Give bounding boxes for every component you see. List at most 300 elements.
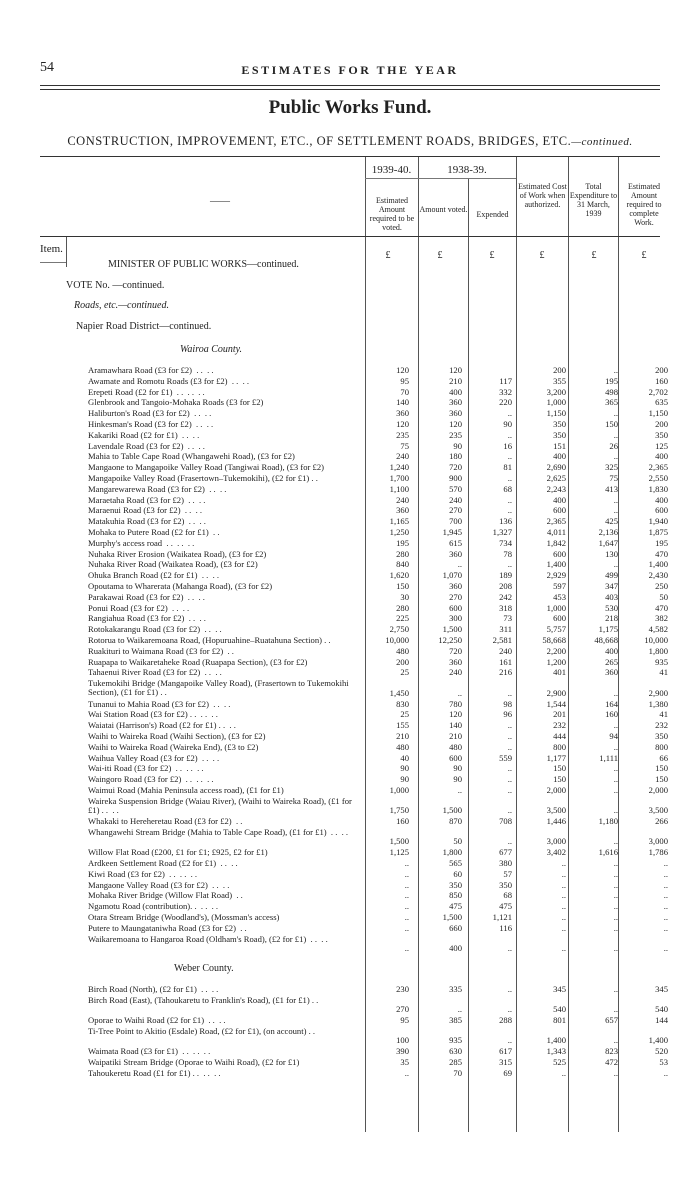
row-value-col-5: 2,136 xyxy=(598,527,618,537)
row-value-col-2: 300 xyxy=(449,613,462,624)
row-value-col-5: .. xyxy=(613,763,618,774)
row-value-col-5: .. xyxy=(613,505,618,516)
row-value-col-3: 81 xyxy=(503,462,512,473)
row-value-col-2: 570 xyxy=(449,483,462,494)
row-value-col-2: 720 xyxy=(449,645,462,656)
row-value-col-5: 823 xyxy=(605,1046,618,1056)
row-value-col-2: .. xyxy=(457,559,462,570)
row-value-col-1: 390 xyxy=(396,1046,409,1056)
row-value-col-4: 2,625 xyxy=(546,473,566,483)
row-value-col-6: .. xyxy=(663,922,668,933)
row-value-col-2: 400 xyxy=(449,943,462,953)
row-description: Tahoukeretu Road (£1 for £1) . . . . . . xyxy=(88,1067,221,1078)
row-value-col-1: 360 xyxy=(396,505,409,516)
row-value-col-3: 708 xyxy=(499,816,512,826)
row-value-col-6: 1,875 xyxy=(648,527,668,537)
row-value-col-4: 2,690 xyxy=(546,462,566,473)
desc-dash: —— xyxy=(210,196,230,207)
row-value-col-4: 540 xyxy=(553,1004,566,1015)
row-value-col-1: 30 xyxy=(400,591,409,602)
row-value-col-4: .. xyxy=(561,901,566,912)
row-value-col-4: 2,365 xyxy=(546,516,566,527)
row-value-col-6: 935 xyxy=(655,656,668,667)
row-value-col-6: .. xyxy=(663,868,668,879)
row-value-col-5: .. xyxy=(613,805,618,816)
row-value-col-4: 600 xyxy=(553,613,566,624)
row-description: Ponui Road (£3 for £2) . . . . xyxy=(88,602,190,613)
row-value-col-5: .. xyxy=(613,857,618,868)
row-value-col-3: .. xyxy=(507,1004,512,1015)
row-value-col-3: 220 xyxy=(499,397,512,408)
row-value-col-2: 360 xyxy=(449,656,462,667)
row-value-col-3: 208 xyxy=(499,581,512,591)
row-value-col-1: 70 xyxy=(400,386,409,397)
row-value-col-6: 2,430 xyxy=(648,570,668,581)
row-value-col-2: 120 xyxy=(449,709,462,720)
row-value-col-1: 195 xyxy=(396,537,409,548)
row-description: Tunanui to Mahia Road (£3 for £2) . . . . xyxy=(88,698,231,709)
row-value-col-5: 325 xyxy=(605,462,618,473)
row-description: Waiatai (Harrison's) Road (£2 for £1) . . . . xyxy=(88,720,236,731)
row-value-col-3: .. xyxy=(507,741,512,752)
row-value-col-2: 90 xyxy=(453,763,462,774)
row-value-col-2: 780 xyxy=(449,698,462,709)
row-value-col-6: 3,500 xyxy=(648,805,668,816)
row-description: Parakawai Road (£3 for £2) . . . . xyxy=(88,591,205,602)
row-value-col-5: .. xyxy=(613,429,618,440)
row-value-col-6: 232 xyxy=(655,720,668,731)
row-value-col-4: 600 xyxy=(553,548,566,559)
row-value-col-2: 140 xyxy=(449,720,462,731)
row-value-col-6: 350 xyxy=(655,429,668,440)
row-value-col-1: 1,000 xyxy=(389,784,409,795)
row-value-col-2: 50 xyxy=(453,836,462,847)
row-description: Maraetaha Road (£3 for £2) . . . . xyxy=(88,494,206,505)
running-head: ESTIMATES FOR THE YEAR xyxy=(241,63,459,77)
row-value-col-2: .. xyxy=(457,784,462,795)
row-description: Waikaremoana to Hangaroa Road (Oldham's Road), (£2 for £1) . . . . xyxy=(88,933,328,944)
row-value-col-6: 470 xyxy=(655,602,668,613)
row-value-col-2: 240 xyxy=(449,494,462,505)
row-value-col-5: .. xyxy=(613,1004,618,1015)
row-value-col-5: 160 xyxy=(605,709,618,720)
row-value-col-3: .. xyxy=(507,774,512,785)
row-value-col-2: 60 xyxy=(453,868,462,879)
row-value-col-6: .. xyxy=(663,901,668,912)
row-description: Kakariki Road (£2 for £1) . . . . xyxy=(88,429,200,440)
item-rule xyxy=(40,262,66,263)
row-value-col-4: 525 xyxy=(553,1056,566,1067)
row-description: Mohaka to Putere Road (£2 for £1) . . xyxy=(88,527,220,537)
row-description: Wai Station Road (£3 for £2) . . . . . . xyxy=(88,709,218,720)
rule-header-bottom xyxy=(40,236,660,237)
rule-year xyxy=(365,178,516,179)
row-description: Opoutama to Wharerata (Mahanga Road), (£3 for £2) xyxy=(88,581,273,591)
row-value-col-2: 850 xyxy=(449,890,462,901)
row-value-col-6: 3,000 xyxy=(648,836,668,847)
row-value-col-1: 1,500 xyxy=(389,836,409,847)
row-value-col-1: 1,100 xyxy=(389,483,409,494)
row-value-col-5: 365 xyxy=(605,397,618,408)
row-value-col-5: .. xyxy=(613,741,618,752)
row-description: Ardkeen Settlement Road (£2 for £1) . . . . xyxy=(88,857,238,868)
row-value-col-5: 1,175 xyxy=(598,624,618,635)
page-number: 54 xyxy=(40,60,54,75)
row-description: Nuhaka River Erosion (Waikatea Road), (£3 for £2) xyxy=(88,548,267,559)
row-value-col-5: 403 xyxy=(605,591,618,602)
row-value-col-6: .. xyxy=(663,943,668,953)
col-line-4 xyxy=(516,157,517,1132)
row-value-col-2: 660 xyxy=(449,922,462,933)
row-value-col-6: .. xyxy=(663,1067,668,1078)
row-value-col-3: 380 xyxy=(499,857,512,868)
rule-top xyxy=(40,85,660,86)
row-description: Glenbrook and Tangoio-Mohaka Roads (£3 for £2) xyxy=(88,397,264,408)
row-value-col-6: 350 xyxy=(655,730,668,741)
row-value-col-3: 1,121 xyxy=(492,911,512,922)
row-value-col-3: 734 xyxy=(499,537,512,548)
row-value-col-2: 1,500 xyxy=(442,624,462,635)
row-value-col-5: .. xyxy=(613,451,618,462)
col-expended: Expended xyxy=(476,210,509,219)
row-description: Tukemokihi Bridge (Mangapoike Valley Road), (Frasertown to Tukemokihi Section), (£1 for £1) . . xyxy=(88,678,351,698)
row-value-col-5: .. xyxy=(613,890,618,901)
row-value-col-4: 800 xyxy=(553,741,566,752)
row-value-col-1: 95 xyxy=(400,375,409,386)
row-value-col-2: 600 xyxy=(449,752,462,763)
row-value-col-6: 1,150 xyxy=(648,408,668,419)
row-value-col-4: 2,929 xyxy=(546,570,566,581)
row-value-col-1: 150 xyxy=(396,581,409,591)
row-value-col-4: 1,150 xyxy=(546,408,566,419)
row-description: Matakuhia Road (£3 for £2) . . . . xyxy=(88,516,206,527)
heading-weber: Weber County. xyxy=(174,962,234,974)
row-value-col-3: 288 xyxy=(499,1014,512,1025)
row-value-col-6: 2,550 xyxy=(648,473,668,483)
row-description: Waihua Valley Road (£3 for £2) . . . . xyxy=(88,752,220,763)
row-value-col-3: .. xyxy=(507,505,512,516)
row-value-col-2: 1,500 xyxy=(442,911,462,922)
row-value-col-4: 400 xyxy=(553,451,566,462)
col-line-6 xyxy=(618,157,619,1132)
row-value-col-1: 230 xyxy=(396,983,409,994)
row-value-col-5: 498 xyxy=(605,386,618,397)
row-value-col-2: 350 xyxy=(449,879,462,890)
row-value-col-2: 210 xyxy=(449,730,462,741)
row-value-col-6: 520 xyxy=(655,1046,668,1056)
row-value-col-5: 1,111 xyxy=(599,752,618,763)
row-value-col-6: 1,830 xyxy=(648,483,668,494)
row-value-col-6: 150 xyxy=(655,763,668,774)
row-value-col-5: .. xyxy=(613,911,618,922)
row-value-col-5: 26 xyxy=(609,440,618,451)
col-line-5 xyxy=(568,157,569,1132)
row-value-col-1: 1,250 xyxy=(389,527,409,537)
row-value-col-5: 218 xyxy=(605,613,618,624)
row-description: Birch Road (North), (£2 for £1) . . . . xyxy=(88,983,219,994)
row-value-col-4: .. xyxy=(561,1067,566,1078)
row-description: Waihi to Waireka Road (Waireka End), (£3 to £2) xyxy=(88,741,259,752)
row-value-col-6: 382 xyxy=(655,613,668,624)
row-value-col-3: 69 xyxy=(503,1067,512,1078)
row-value-col-3: .. xyxy=(507,763,512,774)
row-value-col-6: 266 xyxy=(655,816,668,826)
row-description: Ruakituri to Waimana Road (£3 for £2) . . xyxy=(88,645,234,656)
row-value-col-5: .. xyxy=(613,774,618,785)
row-value-col-1: 210 xyxy=(396,730,409,741)
row-value-col-3: 136 xyxy=(499,516,512,527)
year-1938-39: 1938-39. xyxy=(447,164,487,176)
row-value-col-1: 160 xyxy=(396,816,409,826)
row-value-col-1: 25 xyxy=(400,667,409,678)
row-value-col-6: 2,702 xyxy=(648,386,668,397)
row-description: Haliburton's Road (£3 for £2) . . . . xyxy=(88,408,212,419)
row-value-col-4: 2,243 xyxy=(546,483,566,494)
row-value-col-3: 57 xyxy=(503,868,512,879)
row-value-col-2: 90 xyxy=(453,440,462,451)
col-estimated-cost: Estimated Cost of Work when authorized. xyxy=(518,182,567,209)
row-value-col-3: 78 xyxy=(503,548,512,559)
row-value-col-4: 1,000 xyxy=(546,397,566,408)
row-value-col-5: .. xyxy=(613,494,618,505)
row-value-col-1: 1,620 xyxy=(389,570,409,581)
row-description: Wai-iti Road (£3 for £2) . . . . . . xyxy=(88,763,204,774)
row-value-col-1: 100 xyxy=(396,1035,409,1046)
row-value-col-6: 250 xyxy=(655,581,668,591)
row-value-col-6: 345 xyxy=(655,983,668,994)
heading-wairoa: Wairoa County. xyxy=(180,344,243,355)
row-value-col-3: .. xyxy=(507,559,512,570)
row-description: Waimui Road (Mahia Peninsula access road), (£1 for £1) xyxy=(88,784,284,795)
row-value-col-5: .. xyxy=(613,836,618,847)
row-value-col-2: 270 xyxy=(449,591,462,602)
row-value-col-2: 235 xyxy=(449,429,462,440)
heading-vote: VOTE No. —continued. xyxy=(66,280,165,291)
row-value-col-5: .. xyxy=(613,901,618,912)
row-value-col-4: 150 xyxy=(553,774,566,785)
row-value-col-5: .. xyxy=(613,1067,618,1078)
row-value-col-4: 801 xyxy=(553,1014,566,1025)
row-value-col-1: 480 xyxy=(396,645,409,656)
row-value-col-2: 565 xyxy=(449,857,462,868)
row-value-col-2: 1,945 xyxy=(442,527,462,537)
row-value-col-4: .. xyxy=(561,868,566,879)
row-value-col-3: .. xyxy=(507,408,512,419)
row-value-col-3: 350 xyxy=(499,879,512,890)
row-value-col-6: 1,940 xyxy=(648,516,668,527)
row-value-col-1: 1,750 xyxy=(389,805,409,816)
row-value-col-2: 210 xyxy=(449,375,462,386)
row-value-col-3: .. xyxy=(507,1035,512,1046)
row-value-col-4: 1,400 xyxy=(546,1035,566,1046)
row-value-col-5: 360 xyxy=(605,667,618,678)
row-value-col-1: 1,240 xyxy=(389,462,409,473)
row-value-col-6: 10,000 xyxy=(644,635,668,645)
row-value-col-2: 120 xyxy=(449,365,462,375)
row-value-col-4: 345 xyxy=(553,983,566,994)
row-value-col-6: 4,582 xyxy=(648,624,668,635)
row-value-col-6: 200 xyxy=(655,365,668,375)
row-description: Willow Flat Road (£200, £1 for £1; £925, £2 for £1) xyxy=(88,847,268,858)
row-value-col-6: 1,800 xyxy=(648,645,668,656)
pound-col-4: £ xyxy=(539,250,545,261)
row-value-col-2: .. xyxy=(457,687,462,698)
row-value-col-3: .. xyxy=(507,494,512,505)
row-value-col-3: 559 xyxy=(499,752,512,763)
row-value-col-5: 130 xyxy=(605,548,618,559)
row-description: Awamate and Romotu Roads (£3 for £2) . . . . xyxy=(88,375,250,386)
row-description: Rotorua to Waikaremoana Road, (Hopuruahine–Ruatahuna Section) . . xyxy=(88,635,331,645)
row-value-col-3: 161 xyxy=(499,656,512,667)
row-description: Whakaki to Hereheretau Road (£3 for £2) . . xyxy=(88,816,243,826)
row-value-col-4: 2,900 xyxy=(546,687,566,698)
row-value-col-4: 400 xyxy=(553,494,566,505)
item-label: Item. xyxy=(40,243,63,255)
row-value-col-5: .. xyxy=(613,687,618,698)
row-value-col-4: 151 xyxy=(553,440,566,451)
row-value-col-1: 95 xyxy=(400,1014,409,1025)
row-value-col-5: 1,616 xyxy=(598,847,618,858)
row-value-col-4: .. xyxy=(561,857,566,868)
row-value-col-2: 480 xyxy=(449,741,462,752)
row-value-col-5: 150 xyxy=(605,419,618,429)
row-description: Mangarewarewa Road (£3 for £2) . . . . xyxy=(88,483,227,494)
row-value-col-2: 360 xyxy=(449,397,462,408)
row-value-col-6: 400 xyxy=(655,494,668,505)
row-value-col-2: 285 xyxy=(449,1056,462,1067)
row-description: Waihi to Waireka Road (Waihi Section), (£3 for £2) xyxy=(88,730,266,741)
row-value-col-5: .. xyxy=(613,922,618,933)
row-value-col-5: 472 xyxy=(605,1056,618,1067)
row-value-col-2: 335 xyxy=(449,983,462,994)
pound-col-2: £ xyxy=(437,250,443,261)
row-description: Waipatiki Stream Bridge (Oporae to Waihi Road), (£2 for £1) xyxy=(88,1056,300,1067)
row-value-col-3: .. xyxy=(507,687,512,698)
row-value-col-4: 597 xyxy=(553,581,566,591)
row-value-col-5: .. xyxy=(613,1035,618,1046)
row-value-col-2: 70 xyxy=(453,1067,462,1078)
row-value-col-1: 35 xyxy=(400,1056,409,1067)
row-value-col-5: 413 xyxy=(605,483,618,494)
row-value-col-1: 25 xyxy=(400,709,409,720)
row-value-col-3: 16 xyxy=(503,440,512,451)
section-title-text: CONSTRUCTION, IMPROVEMENT, ETC., OF SETTLEMENT ROADS, BRIDGES, ETC. xyxy=(67,134,572,148)
row-value-col-6: 144 xyxy=(655,1014,668,1025)
row-value-col-4: 3,402 xyxy=(546,847,566,858)
section-title-suffix: —continued. xyxy=(571,136,633,148)
row-value-col-6: .. xyxy=(663,911,668,922)
row-value-col-1: 240 xyxy=(396,451,409,462)
row-description: Aramawhara Road (£3 for £2) . . . . xyxy=(88,365,214,375)
row-value-col-1: 120 xyxy=(396,365,409,375)
row-value-col-4: 58,668 xyxy=(542,635,566,645)
row-description: Tahaenui River Road (£3 for £2) . . . . xyxy=(88,667,222,678)
pound-col-6: £ xyxy=(641,250,647,261)
row-value-col-4: 350 xyxy=(553,419,566,429)
row-value-col-3: 68 xyxy=(503,890,512,901)
row-value-col-4: 355 xyxy=(553,375,566,386)
row-value-col-3: 311 xyxy=(499,624,512,635)
row-value-col-4: 1,446 xyxy=(546,816,566,826)
row-value-col-2: 600 xyxy=(449,602,462,613)
row-value-col-2: 360 xyxy=(449,408,462,419)
row-value-col-4: 232 xyxy=(553,720,566,731)
row-value-col-6: 540 xyxy=(655,1004,668,1015)
row-description: Mohaka River Bridge (Willow Flat Road) . . xyxy=(88,890,243,901)
row-description: Rotokakarangu Road (£3 for £2) . . . . xyxy=(88,624,222,635)
row-value-col-5: .. xyxy=(613,559,618,570)
row-value-col-1: 10,000 xyxy=(385,635,409,645)
row-value-col-6: 50 xyxy=(659,591,668,602)
row-value-col-6: 1,786 xyxy=(648,847,668,858)
row-value-col-3: .. xyxy=(507,805,512,816)
row-value-col-1: 280 xyxy=(396,548,409,559)
row-description: Ruapapa to Waikaretaheke Road (Ruapapa Section), (£3 for £2) xyxy=(88,656,308,667)
row-value-col-4: 3,000 xyxy=(546,836,566,847)
row-value-col-3: .. xyxy=(507,943,512,953)
row-value-col-3: 68 xyxy=(503,483,512,494)
row-value-col-6: 53 xyxy=(659,1056,668,1067)
row-value-col-2: 120 xyxy=(449,419,462,429)
row-value-col-4: .. xyxy=(561,879,566,890)
row-value-col-4: 600 xyxy=(553,505,566,516)
row-description: Ohuka Branch Road (£2 for £1) . . . . xyxy=(88,570,220,581)
row-description: Rangiahua Road (£3 for £2) . . . . xyxy=(88,613,206,624)
row-value-col-3: .. xyxy=(507,983,512,994)
row-value-col-5: .. xyxy=(613,408,618,419)
row-value-col-6: 470 xyxy=(655,548,668,559)
row-value-col-4: 200 xyxy=(553,365,566,375)
row-value-col-3: 116 xyxy=(499,922,512,933)
row-value-col-5: .. xyxy=(613,983,618,994)
row-description: Nuhaka River Road (Waikatea Road), (£3 for £2) xyxy=(88,559,258,570)
row-value-col-2: 360 xyxy=(449,548,462,559)
row-value-col-1: 120 xyxy=(396,419,409,429)
row-description: Lavendale Road (£3 for £2) . . . . xyxy=(88,440,205,451)
row-value-col-4: 3,200 xyxy=(546,386,566,397)
row-value-col-2: 360 xyxy=(449,581,462,591)
row-description: Waimata Road (£3 for £1) . . . . . . xyxy=(88,1046,211,1056)
row-description: Maraenui Road (£3 for £2) . . . . xyxy=(88,505,203,516)
row-description: Ti-Tree Point to Akitio (Esdale) Road, (£2 for £1), (on account) . . xyxy=(88,1025,316,1036)
row-value-col-6: 1,400 xyxy=(648,1035,668,1046)
row-value-col-3: 189 xyxy=(499,570,512,581)
row-value-col-1: 75 xyxy=(400,440,409,451)
row-value-col-2: 1,070 xyxy=(442,570,462,581)
row-value-col-5: 347 xyxy=(605,581,618,591)
col-amount-voted: Amount voted. xyxy=(419,205,468,214)
row-value-col-1: 90 xyxy=(400,774,409,785)
row-value-col-2: 475 xyxy=(449,901,462,912)
row-value-col-1: 280 xyxy=(396,602,409,613)
row-value-col-3: .. xyxy=(507,429,512,440)
row-value-col-6: 1,400 xyxy=(648,559,668,570)
col-estimated-required: Estimated Amount required to complete Work. xyxy=(626,182,662,227)
row-value-col-4: 1,000 xyxy=(546,602,566,613)
row-value-col-4: 201 xyxy=(553,709,566,720)
row-value-col-5: 425 xyxy=(605,516,618,527)
row-value-col-5: 94 xyxy=(609,730,618,741)
row-value-col-4: 1,400 xyxy=(546,559,566,570)
row-value-col-5: .. xyxy=(613,943,618,953)
row-value-col-1: .. xyxy=(404,879,409,890)
row-description: Mangaone Valley Road (£3 for £2) . . . . xyxy=(88,879,230,890)
row-value-col-1: 830 xyxy=(396,698,409,709)
row-value-col-2: 270 xyxy=(449,505,462,516)
row-value-col-1: 1,165 xyxy=(389,516,409,527)
row-description: Kiwi Road (£3 for £2) . . . . . . xyxy=(88,868,198,879)
row-value-col-3: 98 xyxy=(503,698,512,709)
